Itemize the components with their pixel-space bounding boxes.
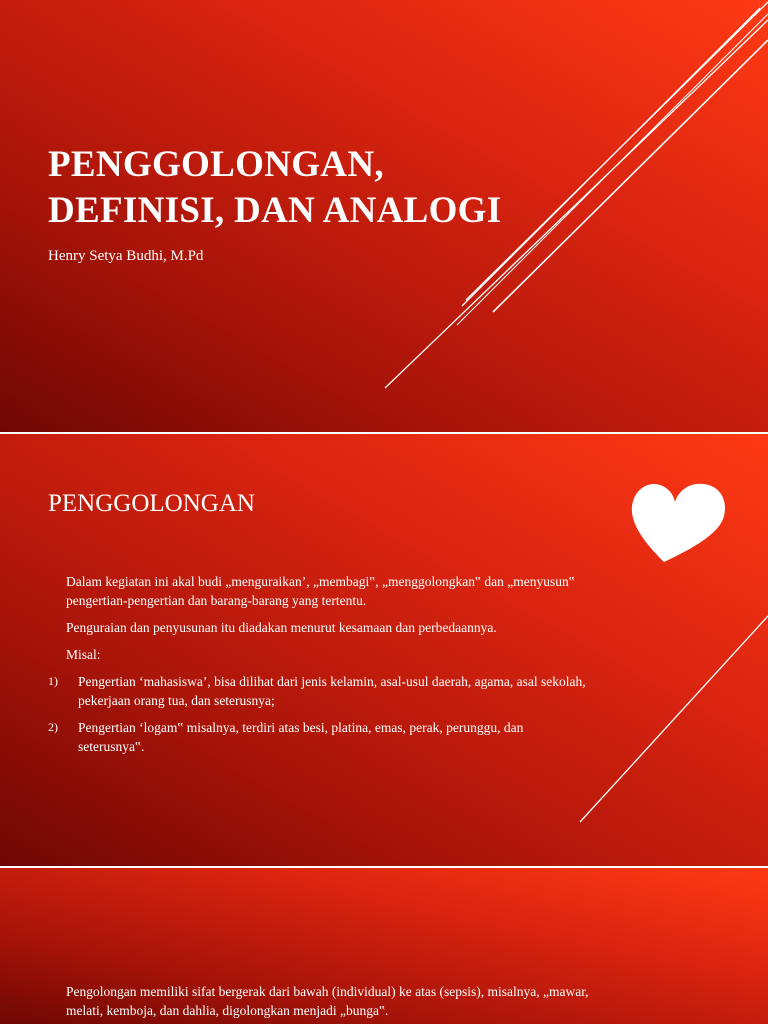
list-item: Dalam kegiatan ini akal budi „menguraikan’, „membagi‟, „menggolongkan‟ dan „menyusun‟ pengertian-pengertian dan barang-barang yang tertentu. [66, 574, 575, 608]
list-item: Misal: [66, 647, 101, 662]
list-item: Pengolongan memiliki sifat bergerak dari bawah (individual) ke atas (sepsis), misalnya, „mawar, melati, kemboja, dan dahlia, digolongkan menjadi „bunga‟. [66, 984, 589, 1018]
deco-line [580, 616, 768, 822]
item-number: 1) [48, 674, 58, 688]
heart-icon [628, 476, 728, 564]
bullet-list [48, 572, 588, 764]
item-number: 2) [48, 720, 58, 734]
list-item: Penguraian dan penyusunan itu diadakan menurut kesamaan dan perbedaannya. [66, 620, 497, 635]
deco-line [457, 14, 768, 325]
title-line-1: PENGGOLONGAN, [48, 144, 384, 185]
bullet-list [48, 982, 608, 1024]
author-subtitle: Henry Setya Budhi, M.Pd [48, 248, 204, 264]
title-line-2: DEFINISI, DAN ANALOGI [48, 190, 502, 231]
deco-line [466, 2, 768, 300]
title-slide [0, 0, 768, 432]
deco-line [493, 40, 768, 312]
slide-heading: PENGGOLONGAN [48, 490, 255, 517]
slide-title [48, 142, 501, 234]
content-slide-continued [0, 868, 768, 1024]
content-slide-penggolongan [0, 434, 768, 866]
numbered-item: 1) Pengertian ‘mahasiswa’, bisa dilihat dari jenis kelamin, asal-usul daerah, agama, asal sekolah, pekerjaan orang tua, dan seterusnya; [48, 674, 586, 708]
numbered-item: 2) Pengertian ‘logam‟ misalnya, terdiri atas besi, platina, emas, perak, perunggu, dan seterusnya‟. [48, 720, 524, 754]
